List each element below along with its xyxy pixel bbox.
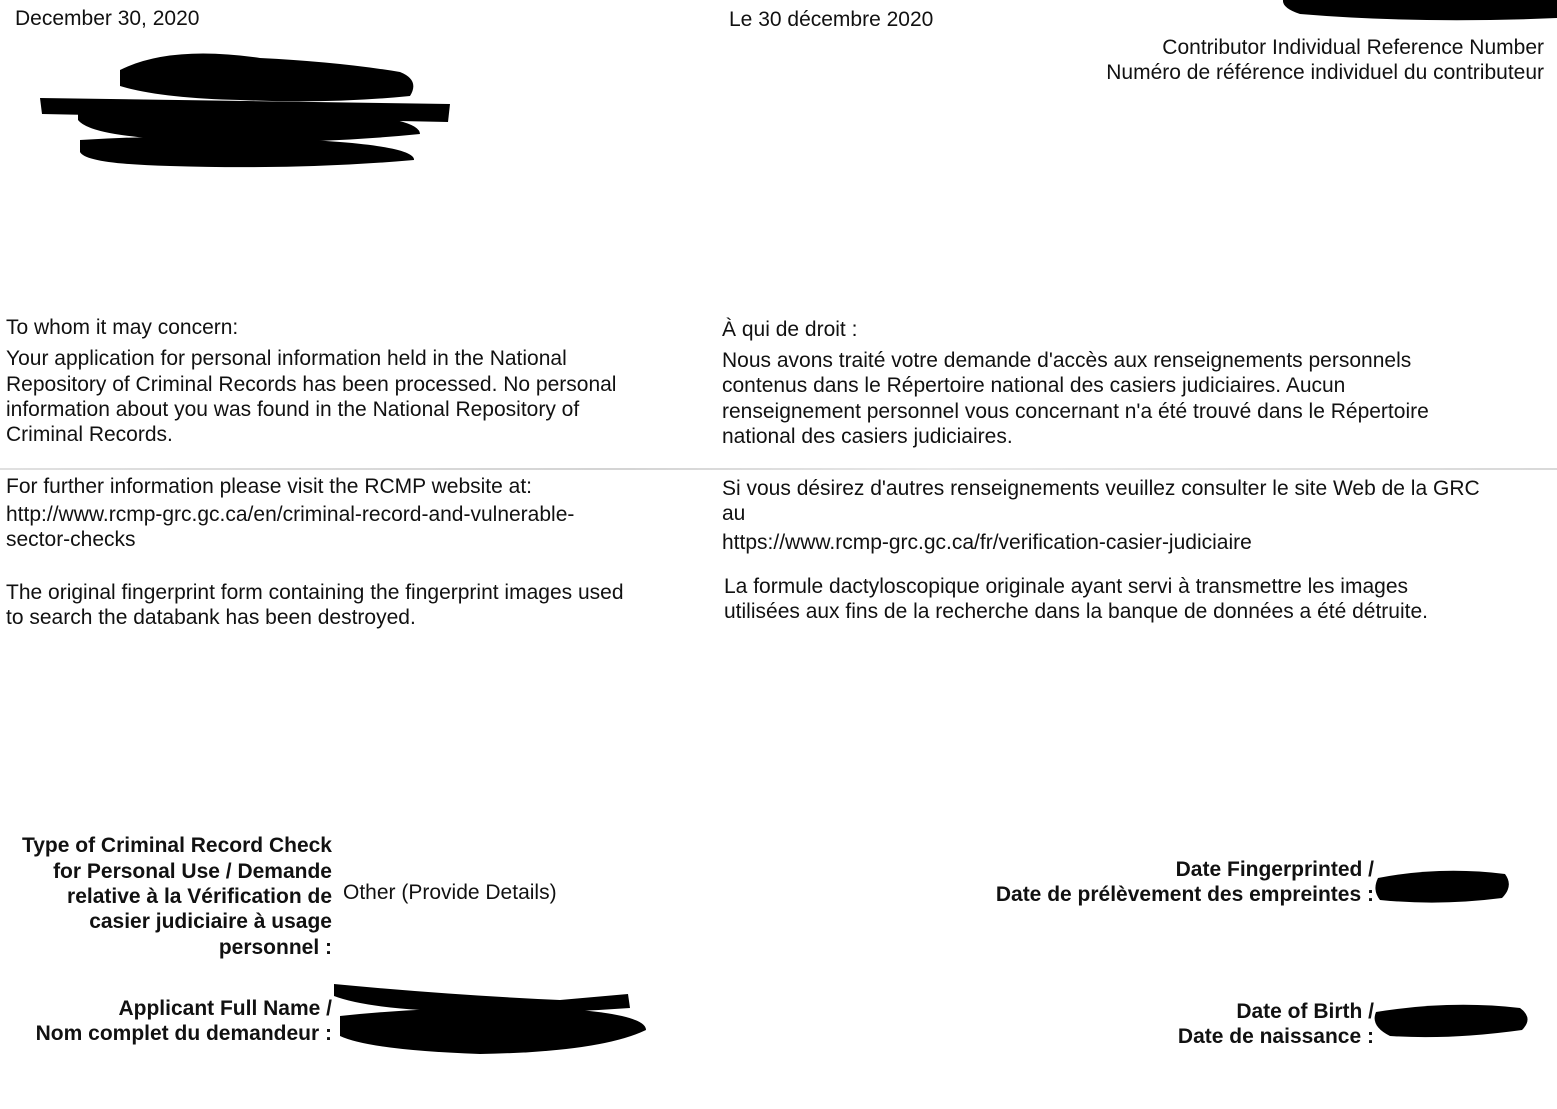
body-english-line-2: Repository of Criminal Records has been processed. No personal [6, 373, 617, 396]
destroyed-english-line-1: The original fingerprint form containing the fingerprint images used [6, 581, 624, 604]
salutation-english: To whom it may concern: [6, 316, 239, 339]
rcmp-url-english-line-2: sector-checks [6, 528, 136, 551]
further-info-french-line-2: au [722, 502, 746, 525]
body-english-line-3: information about you was found in the National Repository of [6, 398, 580, 421]
date-english: December 30, 2020 [15, 7, 200, 30]
applicant-name-label-line-2: Nom complet du demandeur : [35, 1022, 332, 1045]
salutation-french: À qui de droit : [722, 318, 858, 341]
redaction-address-block [40, 54, 450, 168]
date-french: Le 30 décembre 2020 [729, 8, 934, 31]
destroyed-french-line-1: La formule dactyloscopique originale ayant servi à transmettre les images [724, 575, 1409, 598]
redaction-date-of-birth [1375, 1005, 1528, 1037]
destroyed-english-line-2: to search the databank has been destroyed. [6, 606, 416, 629]
reference-number-label-en: Contributor Individual Reference Number [1162, 36, 1544, 59]
rcmp-url-english-line-1: http://www.rcmp-grc.gc.ca/en/criminal-record-and-vulnerable- [6, 503, 575, 526]
destroyed-french-line-2: utilisées aux fins de la recherche dans la banque de données a été détruite. [724, 600, 1428, 623]
date-fingerprinted-label-line-2: Date de prélèvement des empreintes : [995, 883, 1374, 906]
date-of-birth-label-line-1: Date of Birth / [1236, 1000, 1374, 1023]
body-english-line-4: Criminal Records. [6, 423, 173, 446]
body-french-line-4: national des casiers judiciaires. [722, 425, 1013, 448]
body-french-line-3: renseignement personnel vous concernant n'a été trouvé dans le Répertoire [722, 400, 1429, 423]
check-type-label-line-5: personnel : [218, 936, 332, 959]
applicant-name-label-line-1: Applicant Full Name / [118, 997, 332, 1020]
date-of-birth-label-line-2: Date de naissance : [1177, 1025, 1374, 1048]
reference-number-label-fr: Numéro de référence individuel du contributeur [1106, 61, 1544, 84]
check-type-label-line-3: relative à la Vérification de [67, 885, 332, 908]
redaction-applicant-name [334, 984, 646, 1054]
redaction-reference-number [1283, 0, 1557, 20]
paper-fold-line [0, 468, 1557, 470]
further-info-french-line-1: Si vous désirez d'autres renseignements veuillez consulter le site Web de la GRC [722, 477, 1480, 500]
redaction-date-fingerprinted [1375, 871, 1508, 903]
check-type-label-line-2: for Personal Use / Demande [53, 860, 332, 883]
check-type-label-line-4: casier judiciaire à usage [89, 910, 332, 933]
check-type-label-line-1: Type of Criminal Record Check [21, 834, 332, 857]
rcmp-url-french: https://www.rcmp-grc.gc.ca/fr/verification-casier-judiciaire [722, 531, 1252, 554]
check-type-value: Other (Provide Details) [343, 881, 557, 904]
further-info-english: For further information please visit the RCMP website at: [6, 475, 532, 498]
body-french-line-2: contenus dans le Répertoire national des casiers judiciaires. Aucun [722, 374, 1346, 397]
body-english-line-1: Your application for personal information held in the National [6, 347, 567, 370]
body-french-line-1: Nous avons traité votre demande d'accès aux renseignements personnels [722, 349, 1412, 372]
date-fingerprinted-label-line-1: Date Fingerprinted / [1175, 858, 1374, 881]
